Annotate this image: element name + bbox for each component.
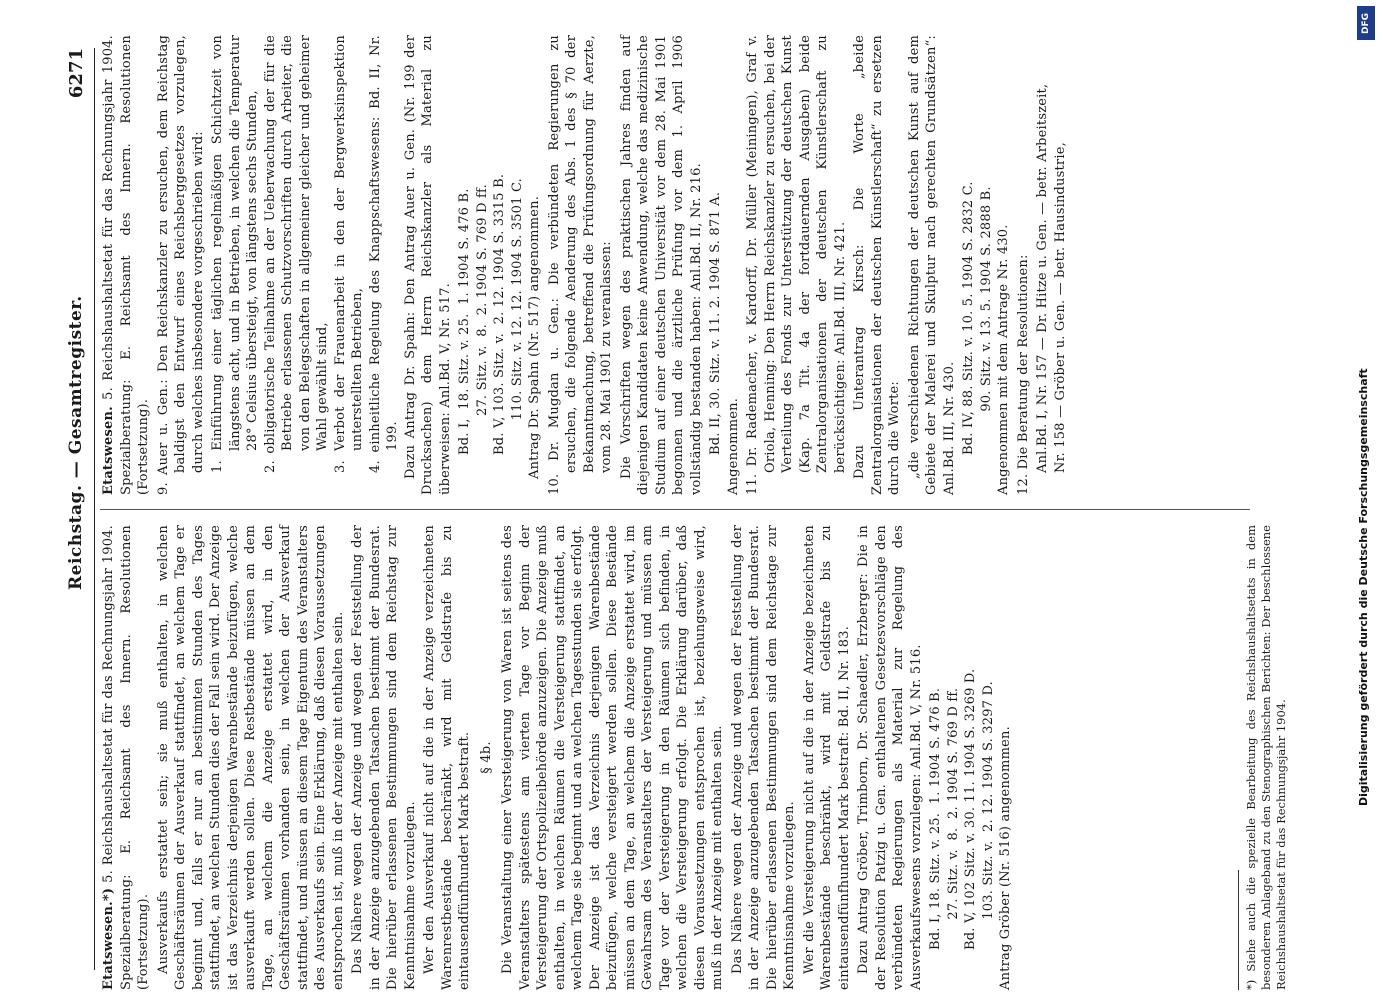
left-paragraph: Wer die Versteigerung nicht auf die in der Anzeige bezeichneten Warenbestände beschränkt, wird mit Geldstrafe bis zu eintausendfünfhundert Mark bestraft: Bd. II, Nr. 183. [801,525,852,990]
resolution-item: 12. Die Beratung der Resolutionen: [1015,254,1031,495]
resolution-text: Die Vorschriften wegen des praktischen Jahres finden auf diejenigen Kandidaten keine Anwendung, welche das medizinische Studium auf einer deutschen Universität vor dem 28. Mai 1901 begonnen und die ärztliche Prüfung vor dem 1. April 1906 vollständig bestanden haben: Anl.Bd. II, Nr. 216. [618,35,704,495]
right-intro-text: 5. Reichshaushaltsetat für das Rechnungsjahr 1904. Spezialberatung: E. Reichsamt des Innern. Resolutionen (Fortsetzung). [101,35,151,495]
left-paragraph: Das Nähere wegen der Anzeige und wegen der Feststellung der in der Anzeige anzugebenden Tatsachen bestimmt der Bundesrat. Die hierüber erlassenen Bestimmungen sind dem Reichstag zur Kenntnisnahme vorzulegen. [350,525,418,990]
session-reference: Bd. II, 30. Sitz. v. 11. 2. 1904 S. 871 A. [708,191,723,455]
session-reference: Bd. V, 102 Sitz. v. 30. 11. 1904 S. 3269 D. [963,668,978,950]
digitization-credit: Digitalisierung gefördert durch die Deutsche Forschungsgemeinschaft [1357,368,1370,806]
session-reference: Bd. I, 18. Sitz. v. 25. 1. 1904 S. 476 B. [928,687,943,950]
resolution-item: 10. Dr. Mugdan u. Gen.: Die verbündeten Regierungen zu ersuchen, die folgende Aenderung des Abs. 1 des § 70 der Bekanntmachung, betreffend die Prüfungsordnung für Aerzte, vom 28. Mai 1901 zu veranlassen: [546,35,614,495]
session-reference: 90. Sitz. v. 13. 5. 1904 S. 2888 B. [978,186,994,455]
session-reference: 27. Sitz. v. 8. 2. 1904 S. 769 D ff. [945,687,961,950]
section-heading: § 4b. [478,741,494,774]
digitization-strip [1352,0,1382,1000]
resolution-subitem: Nr. 158 — Gröber u. Gen. — betr. Hausindustrie, [1052,142,1068,473]
page-header [66,48,92,970]
resolution-item: 9. Auer u. Gen.: Den Reichskanzler zu ersuchen, dem Reichstag baldigst den Entwurf eines Reichsberggesetzes vorzulegen, durch welches insbesondere vorgeschrieben wird: [155,35,206,495]
resolution-subitem: Anl.Bd. I, Nr. 157 — Dr. Hitze u. Gen. — betr. Arbeitszeit, [1035,83,1050,473]
left-paragraph: Die Veranstaltung einer Versteigerung von Waren ist seitens des Veranstalters spätestens am vierten Tage vor Beginn der Versteigerung der Ortspolizeibehörde anzuzeigen. Die Anzeige muß enthalten, in welchen Räumen die Versteigerung stattfindet, an welchem Tage sie beginnt und an welchen Tagesstunden sie erfolgt. Der Anzeige ist das Verzeichnis derjenigen Warenbestände beizufügen, welche versteigert werden sollen. Diese Bestände müssen an dem Tage, an welchem die Anzeige erstattet wird, im Gewahrsam des Veranstalters der Versteigerung und müssen am Tage vor der Versteigerung in den Räumen sich befinden, in welchen die Versteigerung erfolgt. Die Erklärung darüber, daß diesen Voraussetzungen entsprochen ist, beziehungsweise wird, muß in der Anzeige mit enthalten sein. [500,525,725,990]
resolution-subitem: 4. einheitliche Regelung des Knappschaftswesens: Bd. II, Nr. 199. [367,35,400,473]
left-paragraph: Das Nähere wegen der Anzeige und wegen der Feststellung der in der Anzeige anzugebenden Tatsachen bestimmt der Bundesrat. Die hierüber erlassenen Bestimmungen sind dem Reichstage zur Kenntnisnahme vorzulegen. [729,525,797,990]
left-paragraph: Ausverkaufs erstattet sein; sie muß enthalten, in welchen Geschäftsräumen der Ausverkauf stattfindet, an welchem Tage er beginnt und, falls er nur an bestimmten Stunden des Tages stattfindet, an welchen Stunden dies der Fall sein wird. Der Anzeige ist das Verzeichnis derjenigen Warenbestände beizufügen, welche ausverkauft werden sollen. Diese Restbestände müssen an dem Tage, an welchem die Anzeige erstattet wird, in den Geschäftsräumen vorhanden sein, in welchen der Ausverkauf stattfindet, und müssen an diesem Tage Eigentum des Veranstalters des Ausverkaufs sein. Eine Erklärung, daß diesen Voraussetzungen entsprochen ist, muß in der Anzeige mit enthalten sein. [155,525,346,990]
right-column [100,35,1069,495]
header-rule [94,48,95,970]
right-heading: Etatswesen. [101,406,116,495]
session-reference: 27. Sitz. v. 8. 2. 1904 S. 769 D ff. [474,184,490,455]
left-column [100,525,1017,990]
left-intro-text: 5. Reichshaushaltsetat für das Rechnungsjahr 1904. Spezialberatung: E. Reichsamt des Innern. Resolutionen (Fortsetzung). [101,525,151,990]
column-separator [100,509,1250,510]
amendment-text: Dazu Unterantrag Kirsch: Die Worte „beide Zentralorganisationen der deutschen Künstlerschaft“ zu ersetzen durch die Worte: [852,35,902,495]
session-reference: 110. Sitz. v. 12. 12. 1904 S. 3501 C. [509,178,525,455]
result-text: Antrag Dr. Spahn (Nr. 517) angenommen. [527,195,542,479]
running-title: Reichstag. — Gesamtregister. [66,295,86,590]
resolution-subitem: 1. Einführung einer täglichen regelmäßigen Schichtzeit von längstens acht, und in Betrieben, in welchen die Temperatur 28° Celsius übersteigt, von längstens sechs Stunden, [210,35,260,473]
left-heading: Etatswesen.*) [101,887,116,990]
resolution-item: 11. Dr. Rademacher, v. Kardorff, Dr. Müller (Meiningen), Graf v. Oriola, Henning: Den Herrn Reichskanzler zu ersuchen, bei der Verteilung des Fonds zur Unterstützung der deutschen Kunst (Kap. 7a Tit. 4a der fortdauernden Ausgaben) beide Zentralorganisationen der deutschen Künstlerschaft zu berücksichtigen: Anl.Bd. III, Nr. 421. [745,35,848,495]
amendment-text: Dazu Antrag Dr. Spahn: Den Antrag Auer u. Gen. (Nr. 199 der Drucksachen) dem Herrn Reichskanzler als Material zu überweisen: Anl.Bd. V, Nr. 517. [402,35,453,495]
dfg-logo: DFG [1357,6,1375,40]
result-text: Angenommen mit dem Antrage Nr. 430. [996,224,1011,495]
resolution-subitem: 3. Verbot der Frauenarbeit in den der Bergwerksinspektion unterstellten Betrieben, [332,35,365,473]
session-reference: 103. Sitz. v. 2. 12. 1904 S. 3297 D. [980,681,996,950]
left-paragraph: Wer den Ausverkauf nicht auf die in der Anzeige verzeichneten Warenrestbestände beschränkt, wird mit Geldstrafe bis zu eintausendfünfhundert Mark bestraft. [422,525,472,990]
left-intro [100,525,153,990]
right-intro [100,35,153,495]
page-number: 6271 [66,48,87,99]
quote-text: „die verschiedenen Richtungen der deutschen Kunst auf dem Gebiete der Malerei und Skulptur nach gerechten Grundsätzen“: Anl.Bd. III, Nr. 430. [906,35,957,495]
session-reference: Bd. I, 18. Sitz. v. 25. 1. 1904 S. 476 B. [457,188,472,455]
session-reference: Bd. IV, 88. Sitz. v. 10. 5. 1904 S. 2832 C. [961,181,976,455]
left-paragraph: Dazu Antrag Gröber, Trimborn, Dr. Schaedler, Erzberger: Die in der Resolution Patzig u. Gen. enthaltenen Gesetzesvorschläge den verbündeten Regierungen als Material zur Regelung des Ausverkaufswesens vorzulegen: Anl.Bd. V, Nr. 516. [856,525,924,990]
session-reference: Bd. V, 103. Sitz. v. 2. 12. 1904 S. 3315 B. [492,173,507,455]
resolution-subitem: 2. obligatorische Teilnahme an der Ueberwachung der für die Betriebe erlassenen Schutzvorschriften durch Arbeiter, die von den Belegschaften in allgemeiner gleicher und geheimer Wahl gewählt sind, [262,35,330,473]
result-text: Angenommen. [725,397,741,495]
left-result: Antrag Gröber (Nr. 516) angenommen. [998,726,1013,990]
footnote-rule [1238,870,1239,990]
footnote: *) Siehe auch die spezielle Bearbeitung des Reichshaushaltsetats in dem besonderen Anlageband zu den Stenographischen Berichten: Der beschlossene Reichshaushaltsetat für das Rechnungsjahr 1904. [1244,525,1288,990]
